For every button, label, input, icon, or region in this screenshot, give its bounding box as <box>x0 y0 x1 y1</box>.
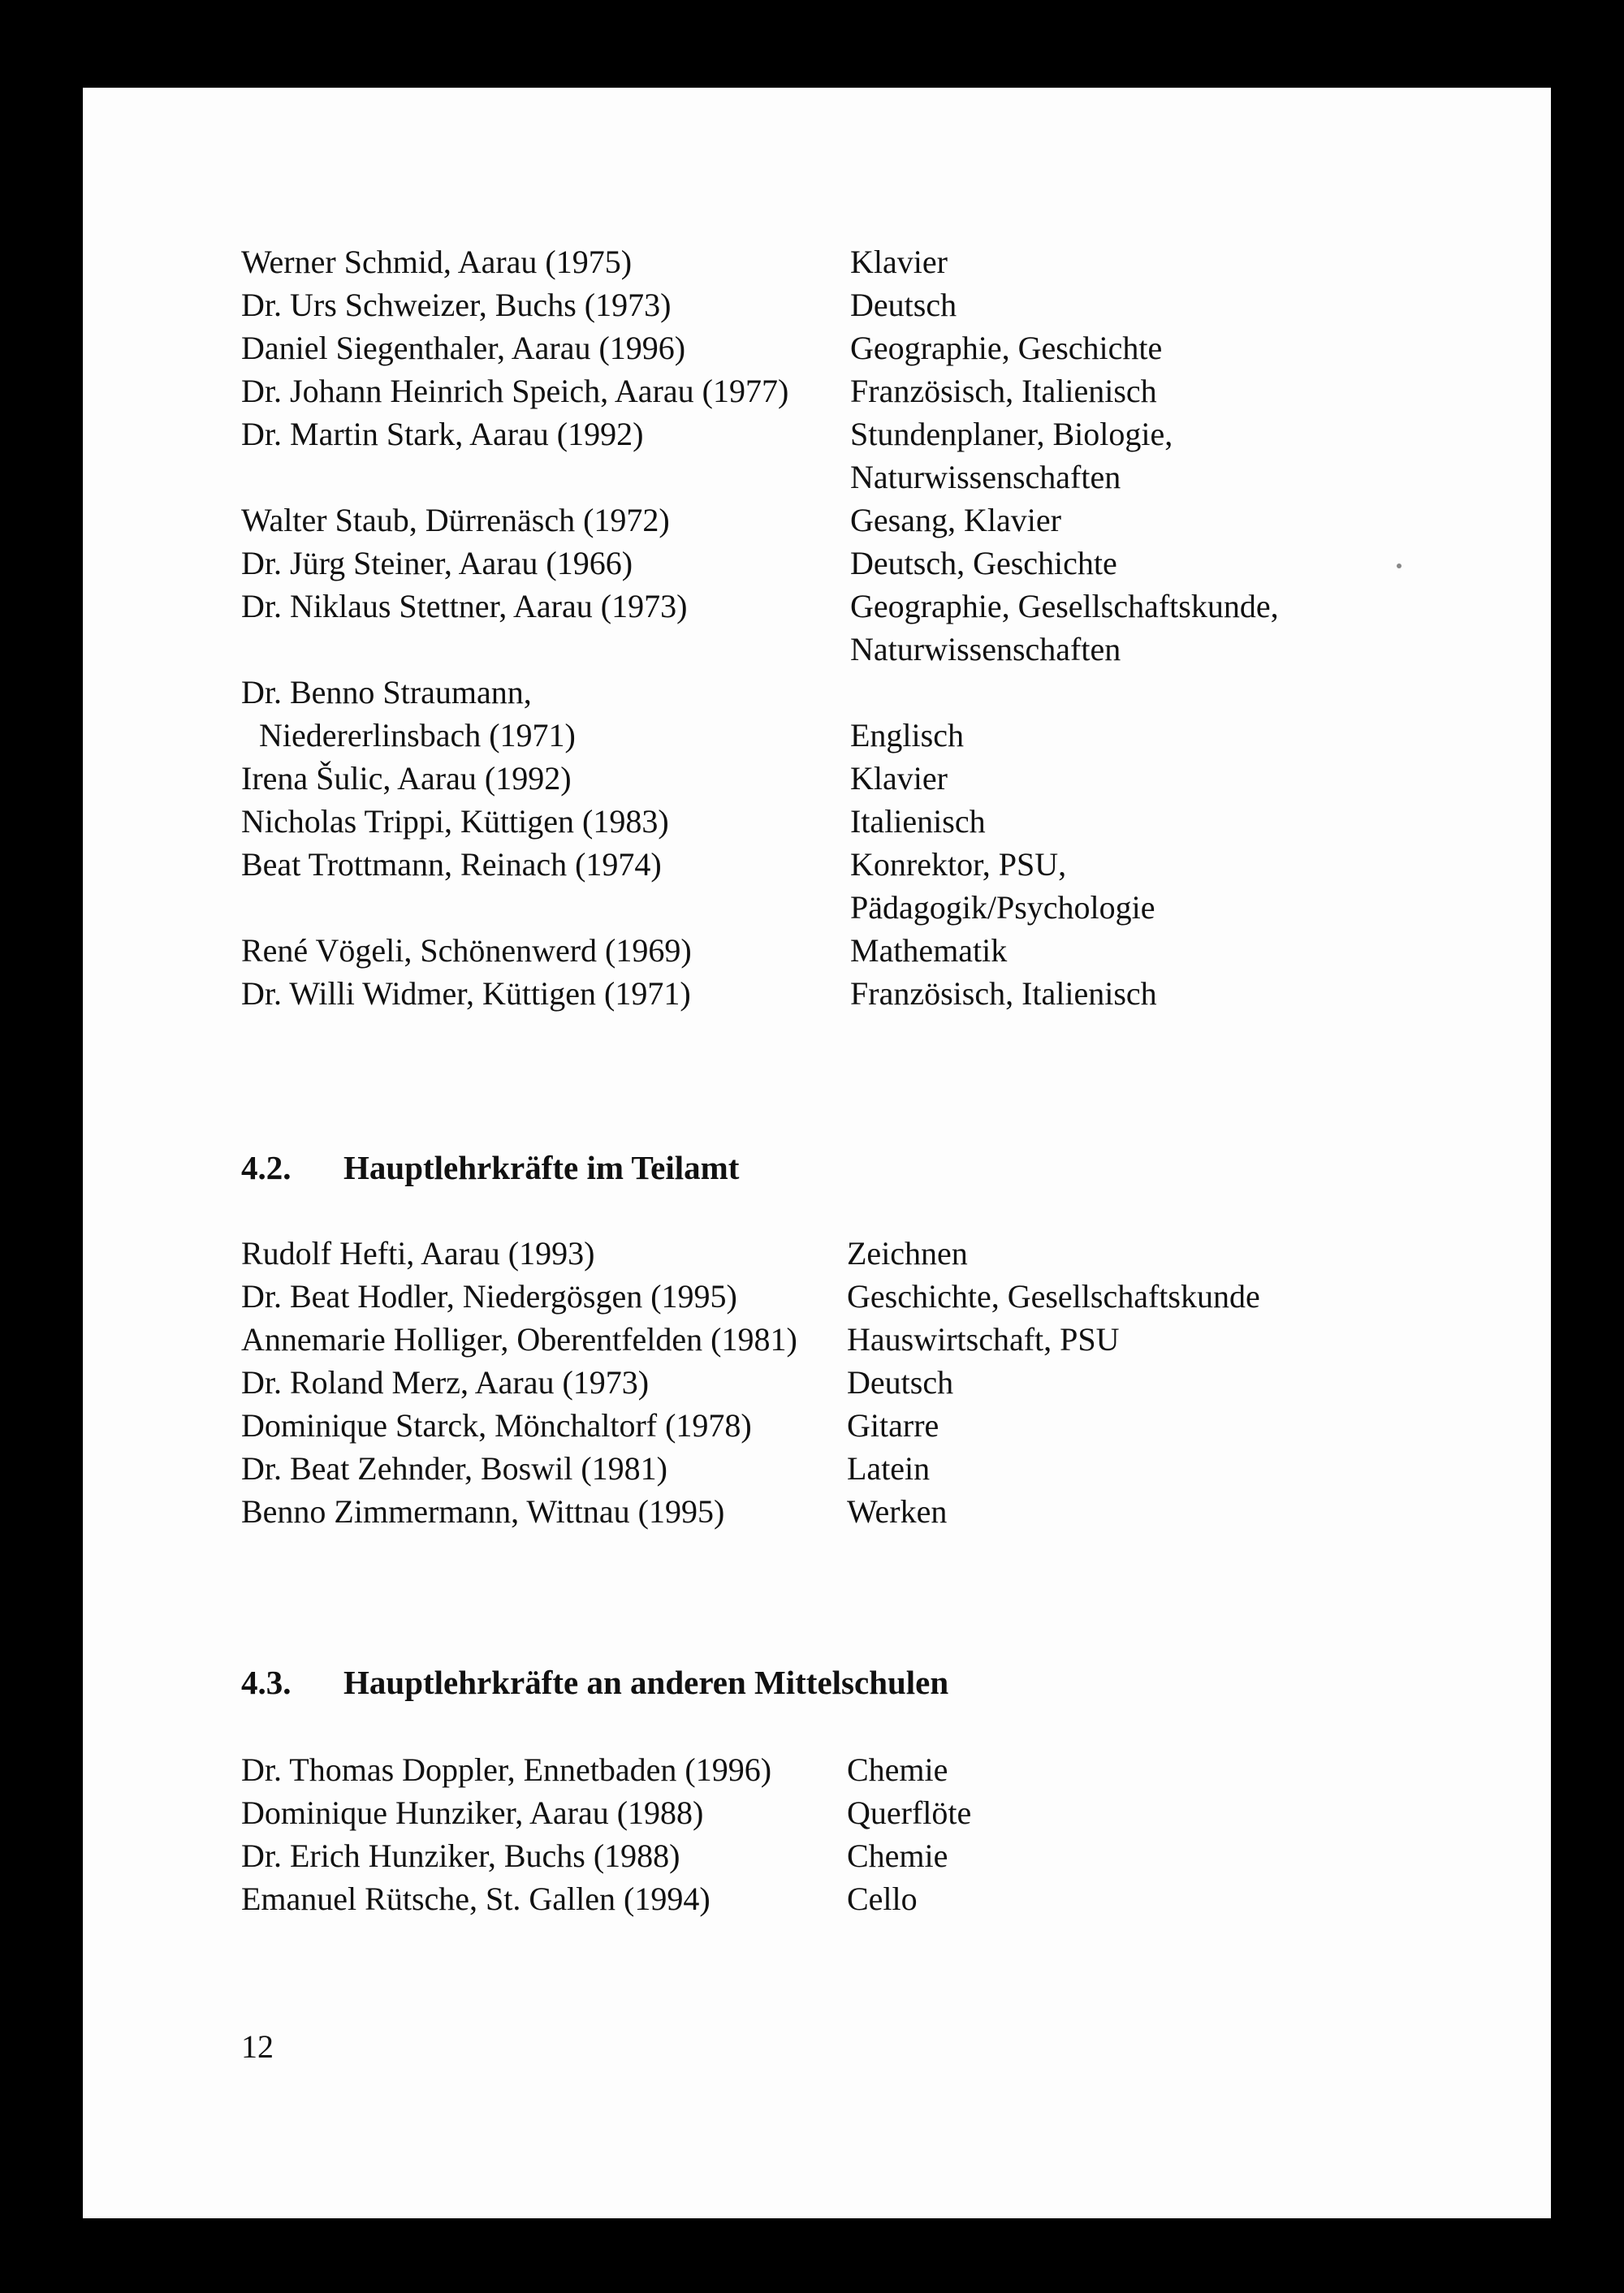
list-row <box>241 240 1551 283</box>
teacher-name: Dr. Beat Hodler, Niedergösgen (1995) <box>241 1278 737 1315</box>
teacher-subject: Geographie, Gesellschaftskunde, <box>850 588 1279 624</box>
list-row <box>241 1318 1551 1361</box>
section-heading <box>241 1661 948 1704</box>
list-row <box>241 1232 1551 1275</box>
teacher-name: Rudolf Hefti, Aarau (1993) <box>241 1235 595 1272</box>
list-row <box>241 1404 1551 1447</box>
teacher-subject: Zeichnen <box>847 1235 968 1272</box>
document-page <box>83 88 1551 2218</box>
teacher-name: René Vögeli, Schönenwerd (1969) <box>241 932 692 969</box>
section-heading <box>241 1146 739 1190</box>
teacher-name: Benno Zimmermann, Wittnau (1995) <box>241 1493 725 1530</box>
teacher-subject: Klavier <box>850 760 948 797</box>
section-number: 4.2. <box>241 1149 292 1186</box>
teacher-name: Dr. Roland Merz, Aarau (1973) <box>241 1364 650 1401</box>
teacher-name: Dr. Martin Stark, Aarau (1992) <box>241 416 644 452</box>
teacher-name: Emanuel Rütsche, St. Gallen (1994) <box>241 1881 710 1917</box>
teacher-name: Daniel Siegenthaler, Aarau (1996) <box>241 330 686 366</box>
list-row <box>241 1275 1551 1318</box>
list-row <box>241 929 1551 972</box>
teacher-name: Nicholas Trippi, Küttigen (1983) <box>241 803 669 840</box>
list-row <box>241 886 1551 929</box>
teacher-subject: Hauswirtschaft, PSU <box>847 1321 1120 1358</box>
teacher-name: Dr. Johann Heinrich Speich, Aarau (1977) <box>241 373 789 409</box>
teacher-name: Dr. Willi Widmer, Küttigen (1971) <box>241 975 691 1012</box>
teacher-subject: Geographie, Geschichte <box>850 330 1163 366</box>
teacher-name: Werner Schmid, Aarau (1975) <box>241 244 633 280</box>
list-row <box>241 542 1551 585</box>
teacher-subject: Gesang, Klavier <box>850 502 1061 538</box>
list-row <box>241 369 1551 412</box>
teacher-subject: Chemie <box>847 1751 948 1788</box>
list-row <box>241 714 1551 757</box>
list-row <box>241 843 1551 886</box>
scan-speck <box>1397 564 1402 568</box>
teacher-subject: Deutsch <box>850 287 957 323</box>
list-row <box>241 1447 1551 1490</box>
teacher-name: Niedererlinsbach (1971) <box>259 717 576 754</box>
list-row <box>241 326 1551 369</box>
list-row <box>241 412 1551 456</box>
teacher-name: Dominique Starck, Mönchaltorf (1978) <box>241 1407 752 1444</box>
teacher-subject: Geschichte, Gesellschaftskunde <box>847 1278 1260 1315</box>
section-title: Hauptlehrkräfte im Teilamt <box>343 1149 740 1186</box>
teacher-subject: Latein <box>847 1450 931 1487</box>
teacher-subject: Cello <box>847 1881 918 1917</box>
list-row <box>241 628 1551 671</box>
teacher-subject: Deutsch, Geschichte <box>850 545 1117 581</box>
teacher-subject: Deutsch <box>847 1364 954 1401</box>
teacher-name: Walter Staub, Dürrenäsch (1972) <box>241 502 670 538</box>
list-row <box>241 1877 1551 1920</box>
section-number: 4.3. <box>241 1664 292 1701</box>
teacher-name: Dr. Beat Zehnder, Boswil (1981) <box>241 1450 667 1487</box>
staff-list-fulltime <box>241 240 1551 1015</box>
teacher-subject: Konrektor, PSU, <box>850 846 1067 883</box>
staff-list-other-schools <box>241 1748 1551 1920</box>
list-row <box>241 1490 1551 1533</box>
list-row <box>241 1834 1551 1877</box>
teacher-name: Dr. Jürg Steiner, Aarau (1966) <box>241 545 633 581</box>
list-row <box>241 499 1551 542</box>
list-row <box>241 671 1551 714</box>
teacher-name: Dr. Erich Hunziker, Buchs (1988) <box>241 1837 680 1874</box>
teacher-subject: Französisch, Italienisch <box>850 975 1157 1012</box>
teacher-subject: Naturwissenschaften <box>850 631 1121 667</box>
teacher-subject: Französisch, Italienisch <box>850 373 1157 409</box>
page-number: 12 <box>241 2028 274 2065</box>
teacher-subject: Mathematik <box>850 932 1008 969</box>
staff-list-parttime <box>241 1232 1551 1533</box>
list-row <box>241 1748 1551 1791</box>
teacher-subject: Stundenplaner, Biologie, <box>850 416 1173 452</box>
teacher-name: Dr. Niklaus Stettner, Aarau (1973) <box>241 588 688 624</box>
list-row <box>241 456 1551 499</box>
list-row <box>241 972 1551 1015</box>
list-row <box>241 757 1551 800</box>
teacher-subject: Klavier <box>850 244 948 280</box>
teacher-name: Annemarie Holliger, Oberentfelden (1981) <box>241 1321 797 1358</box>
teacher-name: Irena Šulic, Aarau (1992) <box>241 760 572 797</box>
teacher-name: Dr. Benno Straumann, <box>241 674 532 710</box>
teacher-subject: Englisch <box>850 717 964 754</box>
teacher-name: Dr. Thomas Doppler, Ennetbaden (1996) <box>241 1751 772 1788</box>
teacher-subject: Chemie <box>847 1837 948 1874</box>
teacher-subject: Naturwissenschaften <box>850 459 1121 495</box>
list-row <box>241 1791 1551 1834</box>
list-row <box>241 585 1551 628</box>
teacher-name: Dr. Urs Schweizer, Buchs (1973) <box>241 287 672 323</box>
list-row <box>241 283 1551 326</box>
teacher-subject: Gitarre <box>847 1407 939 1444</box>
teacher-name: Beat Trottmann, Reinach (1974) <box>241 846 662 883</box>
teacher-name: Dominique Hunziker, Aarau (1988) <box>241 1794 704 1831</box>
list-row <box>241 800 1551 843</box>
teacher-subject: Werken <box>847 1493 948 1530</box>
teacher-subject: Italienisch <box>850 803 986 840</box>
teacher-subject: Querflöte <box>847 1794 972 1831</box>
section-title: Hauptlehrkräfte an anderen Mittelschulen <box>343 1664 949 1701</box>
list-row <box>241 1361 1551 1404</box>
teacher-subject: Pädagogik/Psychologie <box>850 889 1155 926</box>
